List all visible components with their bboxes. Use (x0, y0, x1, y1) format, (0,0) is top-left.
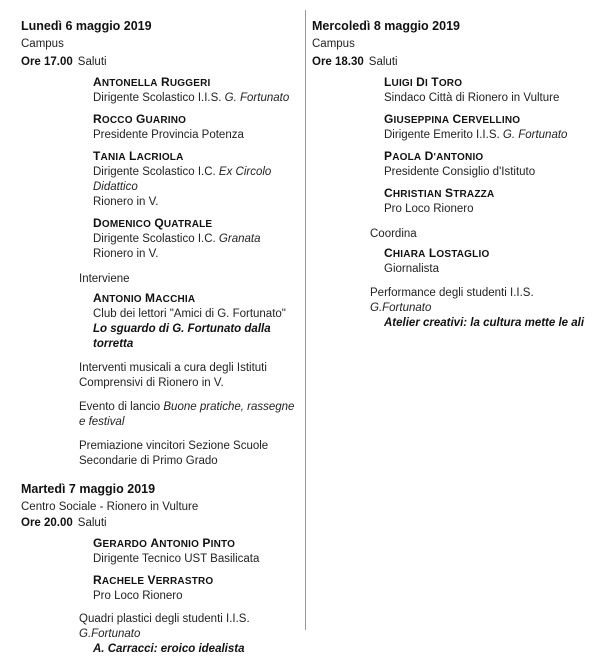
day-3-time-row (312, 55, 592, 70)
speaker-role: Dirigente Scolastico I.C. Granata Rionero in V. (93, 233, 261, 260)
day-1-saluti-list (93, 75, 301, 262)
coordina-block (370, 227, 592, 277)
speaker-entry (384, 149, 592, 180)
speaker-role: Presidente Consiglio d'Istituto (384, 166, 536, 178)
day-2-section (21, 481, 301, 657)
speaker-role: Pro Loco Rionero (384, 203, 474, 215)
speaker-name: RACHELE VERRASTRO (93, 573, 214, 587)
speaker-name: CHRISTIAN STRAZZA (384, 186, 495, 200)
speaker-name: TANIA LACRIOLA (93, 149, 184, 163)
quadri-plastici: Quadri plastici degli studenti I.I.S. G.Fortunato A. Carracci: eroico idealista (79, 612, 301, 657)
speaker-role: Dirigente Emerito I.I.S. G. Fortunato (384, 129, 568, 141)
speaker-role: Dirigente Tecnico UST Basilicata (93, 553, 260, 565)
day-1-section (21, 18, 301, 469)
day-2-venue: Centro Sociale - Rionero in Vulture (21, 501, 199, 513)
speaker-role: Club dei lettori "Amici di G. Fortunato" (93, 308, 286, 320)
speaker-role-line-2: Rionero in V. (93, 196, 159, 208)
performance-title: Atelier creativi: la cultura mette le ali (384, 317, 585, 329)
speaker-name: ANTONIO MACCHIA (93, 291, 196, 305)
interviene-block (79, 272, 301, 352)
speaker-name: ANTONELLA RUGGERI (93, 75, 211, 89)
day-2-title: Martedì 7 maggio 2019 (21, 482, 156, 496)
speaker-name: GERARDO ANTONIO PINTO (93, 536, 236, 550)
day-2-saluti-list (93, 536, 301, 604)
speaker-name: GIUSEPPINA CERVELLINO (384, 112, 521, 126)
speaker-entry (93, 112, 301, 143)
speaker-entry (93, 216, 301, 262)
quadri-title: A. Carracci: eroico idealista (93, 643, 245, 655)
talk-title: Lo sguardo di G. Fortunato dalla torretta (93, 323, 271, 350)
evento-di-lancio: Evento di lancio Buone pratiche, rassegne e festival (79, 401, 295, 428)
premiazione: Premiazione vincitori Sezione Scuole Secondarie di Primo Grado (79, 440, 269, 467)
speaker-entry (384, 246, 592, 277)
day-1-venue: Campus (21, 38, 64, 50)
day-2-time: Ore 20.00 (21, 517, 73, 529)
day-2-time-row (21, 516, 301, 531)
speaker-role: Dirigente Scolastico I.I.S. G. Fortunato (93, 92, 290, 104)
speaker-name: LUIGI DI TORO (384, 75, 463, 89)
speaker-entry (384, 75, 592, 106)
day-1-title: Lunedì 6 maggio 2019 (21, 19, 152, 33)
day-1-saluti-label: Saluti (77, 56, 107, 68)
day-3-section (312, 18, 592, 331)
speaker-role: Presidente Provincia Potenza (93, 129, 244, 141)
day-3-venue: Campus (312, 38, 355, 50)
day-1-time-row (21, 55, 301, 70)
speaker-entry (93, 573, 301, 604)
column-divider (305, 10, 306, 630)
speaker-entry (93, 291, 301, 352)
day-3-saluti-label: Saluti (368, 56, 398, 68)
speaker-role: Sindaco Città di Rionero in Vulture (384, 92, 560, 104)
speaker-entry (93, 536, 301, 567)
speaker-entry (384, 186, 592, 217)
interviene-label: Interviene (79, 273, 130, 285)
day-2-saluti-label: Saluti (77, 517, 107, 529)
speaker-role: Giornalista (384, 263, 439, 275)
day-3-title: Mercoledì 8 maggio 2019 (312, 19, 460, 33)
day-3-time: Ore 18.30 (312, 56, 364, 68)
speaker-entry (93, 75, 301, 106)
day-1-time: Ore 17.00 (21, 56, 73, 68)
interventi-musicali: Interventi musicali a cura degli Istituti Comprensivi di Rionero in V. (79, 362, 267, 389)
speaker-name: DOMENICO QUATRALE (93, 216, 213, 230)
day-3-saluti-list (384, 75, 592, 217)
speaker-entry (384, 112, 592, 143)
speaker-role: Dirigente Scolastico I.C. Ex Circolo Didattico (93, 166, 272, 193)
coordina-label: Coordina (370, 228, 417, 240)
right-column (312, 18, 592, 331)
speaker-name: CHIARA LOSTAGLIO (384, 246, 490, 260)
speaker-name: PAOLA D'ANTONIO (384, 149, 484, 163)
performance: Performance degli studenti I.I.S. G.Fortunato Atelier creativi: la cultura mette le ali (370, 286, 592, 331)
left-column (21, 18, 301, 657)
speaker-name: ROCCO GUARINO (93, 112, 187, 126)
speaker-role: Pro Loco Rionero (93, 590, 183, 602)
speaker-entry (93, 149, 301, 210)
